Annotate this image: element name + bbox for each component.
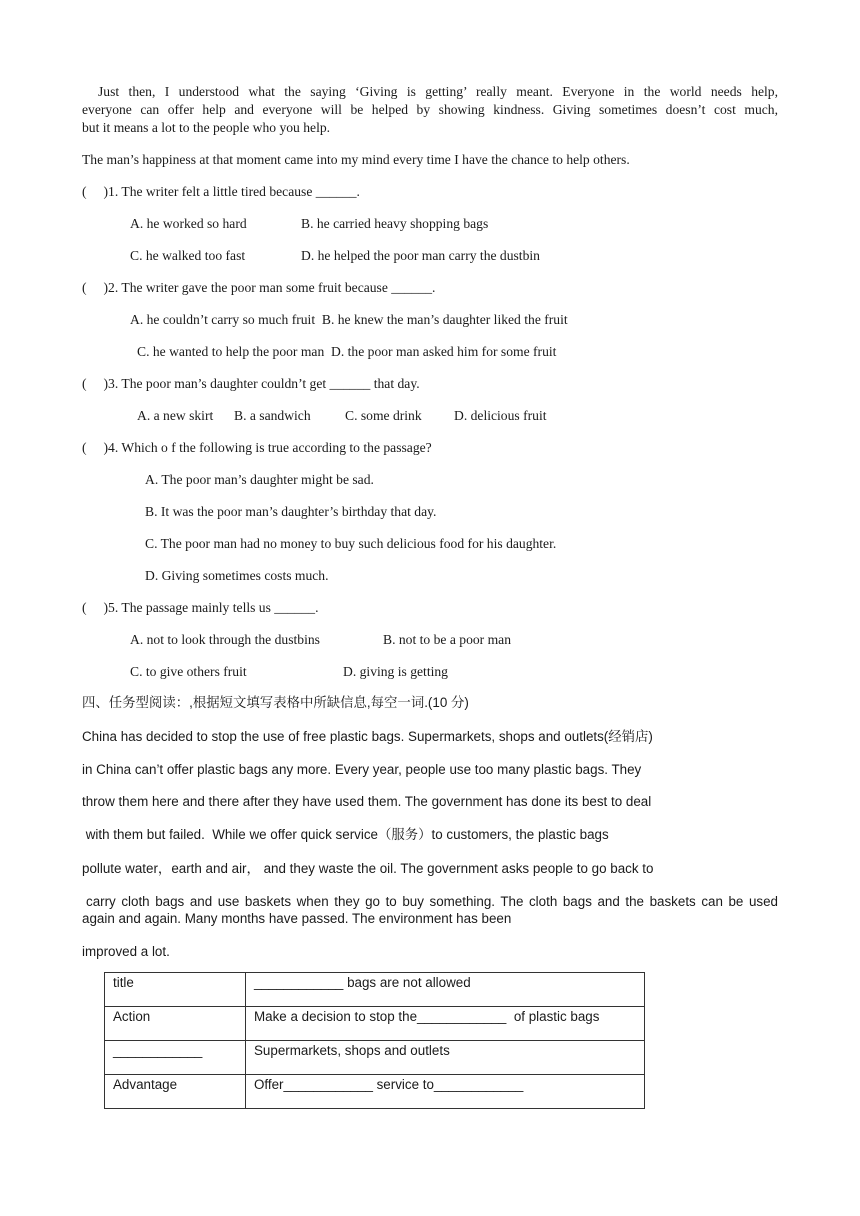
question-5-stem: ( )5. The passage mainly tells us ______.	[82, 600, 319, 615]
passage-line: Just then, I understood what the saying ‘Giving is getting’ really meant. Everyone in the world needs help,	[98, 84, 778, 99]
q5-option-a: A. not to look through the dustbins	[130, 632, 320, 647]
table-cell: Advantage	[105, 1075, 246, 1109]
q5-option-c: C. to give others fruit	[130, 664, 247, 679]
table-cell: title	[105, 973, 246, 1007]
question-4-stem: ( )4. Which o f the following is true according to the passage?	[82, 440, 432, 455]
q1-option-b: B. he carried heavy shopping bags	[301, 216, 489, 231]
question-1-stem: ( )1. The writer felt a little tired because ______.	[82, 184, 360, 199]
q5-option-d: D. giving is getting	[343, 664, 448, 679]
q1-option-c: C. he walked too fast	[130, 248, 246, 263]
task-passage-line: in China can’t offer plastic bags any more. Every year, people use too many plastic bags. They	[82, 762, 642, 777]
q3-option-a: A. a new skirt	[137, 408, 214, 423]
table-cell: ____________	[105, 1041, 246, 1075]
table-row	[105, 973, 645, 1007]
task-passage-line: again and again. Many months have passed. The environment has been	[82, 911, 512, 926]
q1-option-d: D. he helped the poor man carry the dustbin	[301, 248, 540, 263]
task-passage-line: China has decided to stop the use of free plastic bags. Supermarkets, shops and outlets(经销店)	[82, 729, 653, 744]
q4-option-c: C. The poor man had no money to buy such delicious food for his daughter.	[145, 536, 557, 551]
task-passage-line: pollute water，earth and air， and they waste the oil. The government asks people to go back to	[82, 861, 654, 876]
task-table	[104, 972, 645, 1109]
question-2-stem: ( )2. The writer gave the poor man some fruit because ______.	[82, 280, 436, 295]
task-passage-justified	[82, 893, 778, 927]
task-passage-line: with them but failed. While we offer quick service（服务）to customers, the plastic bags	[82, 827, 609, 842]
section-4-heading: 四、任务型阅读：,根据短文填写表格中所缺信息,每空一词.(10 分)	[82, 695, 469, 710]
table-cell: Make a decision to stop the____________ of plastic bags	[246, 1007, 645, 1041]
q2-options-cd: C. he wanted to help the poor man D. the poor man asked him for some fruit	[137, 344, 557, 359]
table-row	[105, 1041, 645, 1075]
task-passage-line: throw them here and there after they have used them. The government has done its best to deal	[82, 794, 652, 809]
q1-option-a: A. he worked so hard	[130, 216, 247, 231]
q3-option-c: C. some drink	[345, 408, 422, 423]
q2-options-ab: A. he couldn’t carry so much fruit B. he knew the man’s daughter liked the fruit	[130, 312, 568, 327]
q4-option-d: D. Giving sometimes costs much.	[145, 568, 329, 583]
table-cell: ____________ bags are not allowed	[246, 973, 645, 1007]
q3-option-b: B. a sandwich	[234, 408, 311, 423]
table-row	[105, 1007, 645, 1041]
task-passage-line: improved a lot.	[82, 944, 170, 959]
q4-option-b: B. It was the poor man’s daughter’s birthday that day.	[145, 504, 437, 519]
table-cell: Offer____________ service to____________	[246, 1075, 645, 1109]
table-row	[105, 1075, 645, 1109]
passage-line: but it means a lot to the people who you help.	[82, 120, 331, 135]
question-3-stem: ( )3. The poor man’s daughter couldn’t get ______ that day.	[82, 376, 420, 391]
passage-line: everyone can offer help and everyone will be helped by showing kindness. Giving sometimes doesn’t cost much,	[82, 102, 778, 117]
passage-paragraph: The man’s happiness at that moment came into my mind every time I have the chance to help others.	[82, 152, 630, 167]
q4-option-a: A. The poor man’s daughter might be sad.	[145, 472, 374, 487]
task-passage-line: carry cloth bags and use baskets when they go to buy something. The cloth bags and the baskets can be used	[86, 894, 778, 909]
table-cell: Supermarkets, shops and outlets	[246, 1041, 645, 1075]
q3-option-d: D. delicious fruit	[454, 408, 547, 423]
table-cell: Action	[105, 1007, 246, 1041]
q5-option-b: B. not to be a poor man	[383, 632, 511, 647]
